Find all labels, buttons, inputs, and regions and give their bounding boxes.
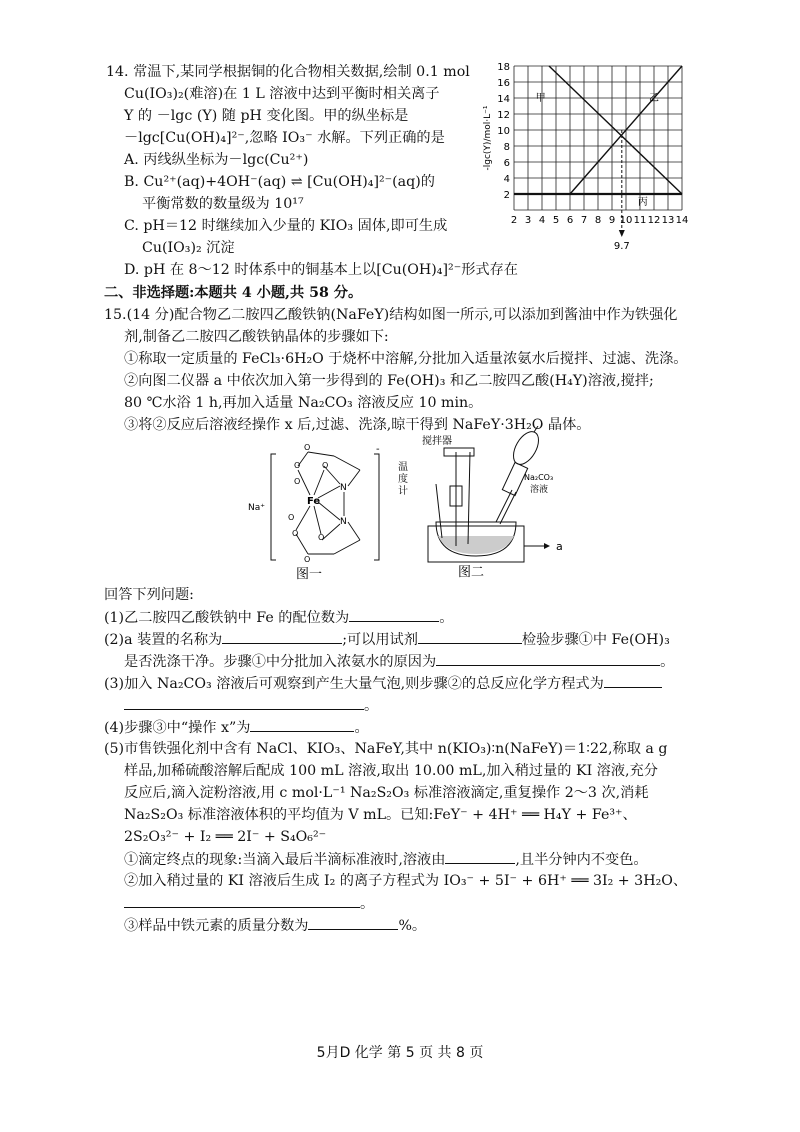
q15-step-3: ③将②反应后溶液经操作 x 后,过滤、洗涤,晾干得到 NaFeY·3H₂O 晶体。 — [124, 417, 591, 433]
fig2-caption: 图二 — [458, 565, 485, 580]
q15-sub1-text: (1)乙二胺四乙酸铁钠中 Fe 的配位数为 — [104, 610, 350, 626]
series-label-1: 乙 — [649, 93, 659, 105]
q15-sub5-3-b: %。 — [398, 918, 427, 934]
fig1-n-upper: N — [340, 483, 347, 493]
q14-option-b: B. Cu²⁺(aq)+4OH⁻(aq) ⇌ [Cu(OH)₄]²⁻(aq)的 — [124, 174, 435, 190]
answer-blank-1[interactable] — [349, 607, 439, 622]
fig1-o-1: O — [294, 461, 301, 470]
x-tick-label-13: 13 — [661, 215, 675, 226]
q15-sub2-b: ;可以用试剂 — [342, 632, 418, 648]
q15-sub5-line5: 2S₂O₃²⁻ + I₂ ══ 2I⁻ + S₄O₆²⁻ — [124, 829, 327, 845]
q15-sub5-line3: 反应后,滴入淀粉溶液,用 c mol·L⁻¹ Na₂S₂O₃ 标准溶液滴定,重复操作 2～3 次,消耗 — [124, 785, 649, 801]
x-tick-label-12: 12 — [647, 215, 661, 226]
answer-blank-5-3[interactable] — [308, 915, 398, 930]
answer-blank-2a[interactable] — [222, 629, 342, 644]
fig2-reagent-2: 溶液 — [530, 485, 549, 495]
x-tick-label-9: 9 — [608, 215, 616, 226]
y-tick-label-18: 18 — [497, 62, 510, 73]
x-tick-label-8: 8 — [594, 215, 602, 226]
fig1-o-5: O — [294, 477, 301, 486]
fig1-o-4: O — [318, 533, 325, 542]
y-tick-label-16: 16 — [497, 78, 510, 89]
fig1-o-2: O — [322, 461, 329, 470]
q15-sub5-line1: (5)市售铁强化剂中含有 NaCl、KIO₃、NaFeY,其中 n(KIO₃)∶n(NaFeY)＝1∶22,称取 a g — [104, 741, 668, 757]
q15-sub5-line4: Na₂S₂O₃ 标准溶液体积的平均值为 V mL。已知:FeY⁻ + 4H⁺ ══ H₄Y + Fe³⁺、 — [124, 807, 637, 823]
q15-sub1: (1)乙二胺四乙酸铁钠中 Fe 的配位数为 。 — [104, 607, 453, 628]
fig2-a-label: a — [556, 540, 563, 553]
fig1-o-3: O — [292, 529, 299, 538]
chart-grid — [514, 66, 682, 210]
fig1-o-6: O — [288, 513, 295, 522]
y-axis-label: -lgc(Y)/mol·L⁻¹ — [483, 105, 493, 171]
answer-blank-3a[interactable] — [604, 673, 662, 688]
q15-sub2-c: 检验步骤①中 Fe(OH)₃ — [521, 632, 670, 648]
answer-blank-5-2[interactable] — [124, 893, 360, 908]
x-tick-label-3: 3 — [524, 215, 532, 226]
q15-sub5-2: ②加入稍过量的 KI 溶液后生成 I₂ 的离子方程式为 IO₃⁻ + 5I⁻ + 6H⁺ ══ 3I₂ + 3H₂O、 — [124, 873, 688, 889]
q14-stem-line-2: Cu(IO₃)₂(难溶)在 1 L 溶液中达到平衡时相关离子 — [124, 86, 440, 102]
fig1-n-lower: N — [340, 517, 347, 527]
fig1-charge: - — [376, 444, 380, 455]
fig1-o-7: O — [304, 443, 311, 452]
series-label-0: 甲 — [535, 93, 546, 105]
q15-intro-line-1: 15.(14 分)配合物乙二胺四乙酸铁钠(NaFeY)结构如图一所示,可以添加到酱油中作为铁强化 — [104, 307, 678, 323]
q14-option-c: C. pH＝12 时继续加入少量的 KIO₃ 固体,即可生成 — [124, 218, 448, 234]
q15-step-2-cont: 80 ℃水浴 1 h,再加入适量 Na₂CO₃ 溶液反应 10 min。 — [124, 395, 483, 411]
fig1-na-label: Na⁺ — [248, 503, 265, 513]
q14-stem-line-3: Y 的 －lgc (Y) 随 pH 变化图。甲的纵坐标是 — [124, 108, 409, 124]
q14-option-a: A. 丙线纵坐标为－lgc(Cu²⁺) — [124, 152, 309, 168]
y-tick-label-14: 14 — [497, 94, 510, 105]
y-tick-label-4: 4 — [503, 174, 510, 185]
q15-sub5-1-b: ,且半分钟内不变色。 — [515, 852, 648, 868]
fig2-thermo-1: 温 — [398, 462, 408, 473]
x-tick-label-11: 11 — [633, 215, 647, 226]
answer-blank-5-1[interactable] — [445, 849, 515, 864]
series-label-2: 丙 — [637, 197, 648, 209]
q14-stem-line-1 — [106, 62, 470, 82]
q15-step-1: ①称取一定质量的 FeCl₃·6H₂O 于烧杯中溶解,分批加入适量浓氨水后搅拌、过滤、洗涤。 — [124, 351, 688, 367]
x-tick-label-10: 10 — [619, 215, 633, 226]
y-tick-label-8: 8 — [503, 142, 510, 153]
marker-label: 9.7 — [613, 241, 630, 252]
answer-blank-4[interactable] — [250, 717, 354, 732]
q15-sub5-1-a: ①滴定终点的现象:当滴入最后半滴标准液时,溶液由 — [124, 852, 446, 868]
answer-intro: 回答下列问题: — [104, 587, 194, 603]
fig2-reagent-1: Na₂CO₃ — [524, 473, 554, 482]
q15-sub5-1 — [124, 849, 648, 870]
y-tick-label-6: 6 — [503, 158, 510, 169]
q15-sub2-d: 是否洗涤干净。步骤①中分批加入浓氨水的原因为 — [124, 654, 437, 670]
q15-step-2: ②向图二仪器 a 中依次加入第一步得到的 Fe(OH)₃ 和乙二胺四乙酸(H₄Y)溶液,搅拌; — [124, 373, 654, 389]
answer-blank-2b[interactable] — [418, 629, 522, 644]
q15-sub3 — [104, 673, 662, 694]
q15-sub3-line2: 。 — [124, 695, 378, 716]
x-tick-label-5: 5 — [552, 215, 560, 226]
x-tick-label-14: 14 — [675, 215, 689, 226]
fig2-thermo-3: 计 — [398, 486, 408, 497]
q15-sub2-a: (2)a 装置的名称为 — [104, 632, 223, 648]
q15-sub3-text: (3)加入 Na₂CO₃ 溶液后可观察到产生大量气泡,则步骤②的总反应化学方程式为 — [104, 676, 604, 692]
q15-sub5-3-a: ③样品中铁元素的质量分数为 — [124, 918, 309, 934]
figure-1-structure — [236, 440, 386, 580]
q14-stem-line-4: －lgc[Cu(OH)₄]²⁻,忽略 IO₃⁻ 水解。下列正确的是 — [124, 130, 445, 146]
q14-stem-text-1: 常温下,某同学根据铜的化合物相关数据,绘制 0.1 mol — [133, 64, 470, 80]
x-tick-label-7: 7 — [580, 215, 588, 226]
figure-2-apparatus — [396, 426, 596, 580]
q15-sub5-line2: 样品,加稀硫酸溶解后配成 100 mL 溶液,取出 10.00 mL,加入稍过量的 KI 溶液,充分 — [124, 763, 658, 779]
q14-option-b-cont: 平衡常数的数量级为 10¹⁷ — [142, 196, 304, 212]
section-2-title: 二、非选择题:本题共 4 小题,共 58 分。 — [104, 285, 363, 301]
y-tick-label-2: 2 — [503, 190, 510, 201]
x-tick-label-2: 2 — [510, 215, 518, 226]
page-footer: 5月D 化学 第 5 页 共 8 页 — [316, 1045, 484, 1061]
fig2-thermo-2: 度 — [398, 474, 408, 485]
answer-blank-3b[interactable] — [124, 695, 364, 710]
fig1-fe: Fe — [307, 496, 321, 507]
fig2-stirrer-label: 搅拌器 — [422, 436, 452, 447]
fig1-o-8: O — [304, 555, 311, 564]
q15-sub4-text: (4)步骤③中“操作 x”为 — [104, 720, 251, 736]
q14-chart — [478, 56, 710, 252]
x-tick-label-6: 6 — [566, 215, 574, 226]
q15-intro-line-2: 剂,制备乙二胺四乙酸铁钠晶体的步骤如下: — [124, 329, 389, 345]
q15-sub2-line2: 是否洗涤干净。步骤①中分批加入浓氨水的原因为 。 — [124, 651, 674, 672]
q14-option-c-cont: Cu(IO₃)₂ 沉淀 — [142, 240, 235, 256]
answer-blank-2c[interactable] — [436, 651, 660, 666]
q15-sub4: (4)步骤③中“操作 x”为 。 — [104, 717, 369, 738]
q15-sub5-2-line2: 。 — [124, 893, 374, 914]
q15-sub2 — [104, 629, 670, 650]
y-tick-label-12: 12 — [497, 110, 510, 121]
q14-number: 14. — [106, 64, 129, 80]
q14-option-d: D. pH 在 8～12 时体系中的铜基本上以[Cu(OH)₄]²⁻形式存在 — [124, 262, 518, 278]
fig1-caption: 图一 — [296, 567, 323, 580]
x-tick-label-4: 4 — [538, 215, 546, 226]
y-tick-label-10: 10 — [497, 126, 510, 137]
q15-sub5-3 — [124, 915, 426, 936]
marker-arrow — [619, 230, 625, 237]
